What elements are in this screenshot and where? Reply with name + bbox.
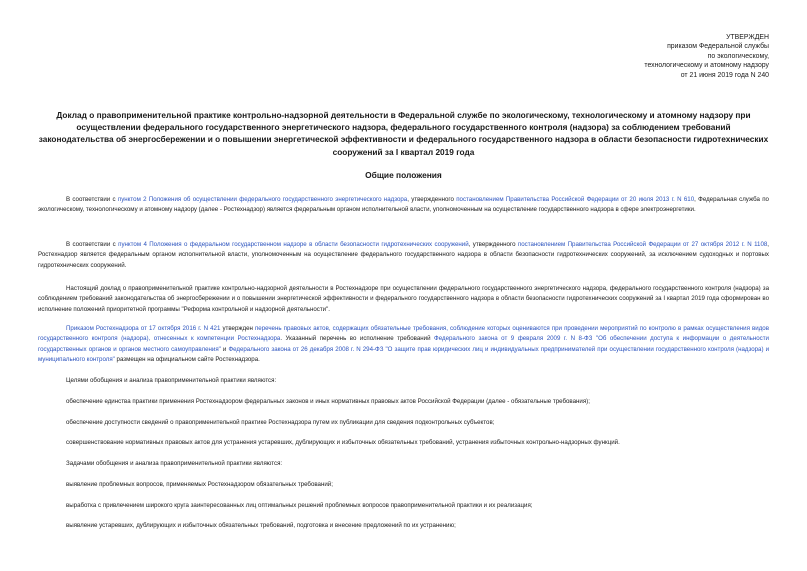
text-run: , утвержденного [468,241,518,248]
link-order-421[interactable]: Приказом Ростехнадзора от 17 октября 2016 г. N 421 [66,325,221,332]
approval-stamp [569,33,769,80]
link-hydro-regulation-clause[interactable]: пунктом 4 Положения о федеральном государственном надзоре в области безопасности гидротехнических сооружений [118,241,469,248]
text-run: размещен на официальном сайте Ростехнадзора. [114,356,260,364]
link-energy-regulation-clause[interactable]: пунктом 2 Положения об осуществлении федерального государственного энергетического надзора [117,196,408,203]
goals-intro: Целями обобщения и анализа правоприменительной практики являются: [66,377,277,384]
text-run: . Указанный перечень во исполнение требований [280,335,435,343]
text-run: В соответствии с [66,241,119,248]
text-run: , Ростехнадзор является федеральным органом исполнительной власти, уполномоченным на осуществление федерального государственного надзора в области безопасности гидротехнических сооружений, за исключением судоходных и портовых гидротехнических сооружений. [38,241,769,269]
text-run: утвержден [220,325,255,332]
goal-item: обеспечение единства практики применения Ростехнадзором федеральных законов и иных нормативных правовых актов Российской Федерации (далее - обязательные требования); [66,398,590,405]
tasks-intro: Задачами обобщения и анализа правоприменительной практики являются: [66,460,283,467]
goal-item: обеспечение доступности сведений о правоприменительной практике Ростехнадзора путем их публикации для сведения подконтрольных субъектов; [66,419,495,426]
paragraph-legal-acts-list [38,324,769,366]
document-title: Доклад о правоприменительной практике контрольно-надзорной деятельности в Федеральной службе по экологическому, технологическому и атомному надзору при осуществлении федерального государственного энергетического надзора, федерального государственного контроля (надзора) за соблюдением требований законодательства об энергосбережении и о повышении энергетической эффективности и федерального государственного надзора в области безопасности гидротехнических сооружений за I квартал 2019 года [38,110,769,157]
text-run: В соответствии с [66,196,118,203]
link-federal-law-8fz[interactable]: Федерального закона от 9 февраля 2009 г. N 8-ФЗ "Об обеспечении доступа к информации о деятельности государственных органов и органов местного самоуправления" [38,335,769,353]
text-run: , утвержденного [407,196,457,203]
paragraph-energy-supervision [38,195,769,216]
approval-line: УТВЕРЖДЕН [726,34,769,41]
link-federal-law-294fz[interactable]: Федерального закона от 26 декабря 2008 г. N 294-ФЗ "О защите прав юридических лиц и индивидуальных предпринимателей при осуществлении государственного контроля (надзора) и муниципального контроля" [38,345,770,364]
paragraph-hydro-supervision [38,240,769,271]
text-run: и [220,345,229,353]
approval-line: приказом Федеральной службы [667,43,769,51]
task-item: выявление устаревших, дублирующих и избыточных обязательных требований, подготовка и внесение предложений по их устранению; [66,522,456,529]
link-government-decree-610[interactable]: постановлением Правительства Российской Федерации от 20 июля 2013 г. N 610 [456,196,695,203]
task-item: выявление проблемных вопросов, применяемых Ростехнадзором обязательных требований; [66,481,333,488]
approval-line: по экологическому, [707,52,769,60]
link-government-decree-1108[interactable]: постановлением Правительства Российской Федерации от 27 октября 2012 г. N 1108 [517,241,768,248]
section-heading: Общие положения [365,170,442,180]
task-item: выработка с привлечением широкого круга заинтересованных лиц оптимальных решений проблемных вопросов правоприменительной практики и их реализация; [66,502,533,509]
text-run: , Федеральная служба по экологическому, технологическому и атомному надзору (далее - Ростехнадзор) является федеральным органом исполнительной власти, уполномоченным на осуществление государственного надзора в сфере электроэнергетики. [38,196,769,214]
goal-item: совершенствование нормативных правовых актов для устранения устаревших, дублирующих и избыточных обязательных требований, устранения избыточных контрольно-надзорных функций. [66,439,620,446]
approval-line: от 21 июня 2019 года N 240 [680,71,769,79]
link-legal-acts-list[interactable]: перечень правовых актов, содержащих обязательные требования, соблюдение которых оцениваются при проведении мероприятий по контролю в рамках осуществления видов государственного контроля (надзора), отнесенных к компетенции Ростехнадзора [38,325,769,343]
paragraph-report-scope: Настоящий доклад о правоприменительной практике контрольно-надзорной деятельности в Ростехнадзоре при осуществлении федерального государственного энергетического надзора, федерального государственного контроля (надзора) за соблюдением требований законодательства об энергосбережении и о повышении энергетической эффективности и федерального государственного надзора в области безопасности гидротехнических сооружений за I квартал 2019 года сформирован во исполнение положений приоритетной программы "Реформа контрольной и надзорной деятельности". [38,285,769,313]
approval-line: технологическому и атомному надзору [644,62,769,70]
